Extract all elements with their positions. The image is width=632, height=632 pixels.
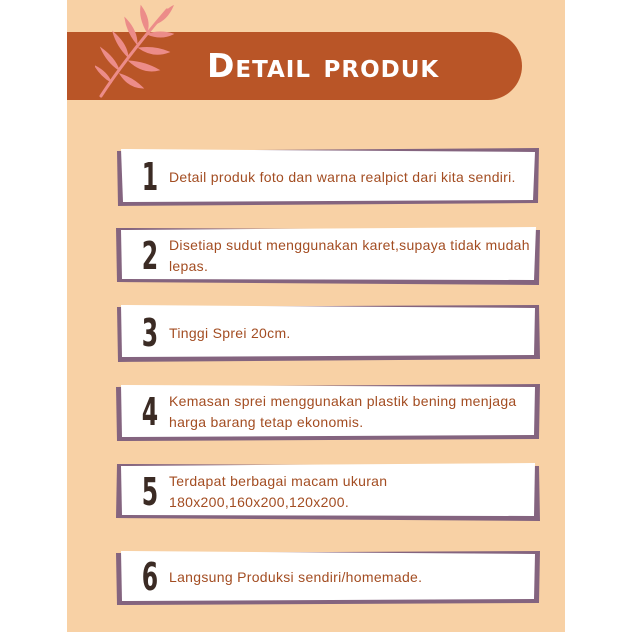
item-number: 3 [141,311,159,355]
list-item [113,302,543,364]
item-number: 1 [141,155,159,199]
list-item [113,381,543,443]
item-text: Terdapat berbagai macam ukuran 180x200,160x200,120x200. [169,473,388,510]
poster [67,0,565,632]
list-item [113,224,543,288]
list-item [113,548,543,606]
leaf-icon [95,4,175,99]
item-text: Disetiap sudut menggunakan karet,supaya tidak mudah lepas. [169,237,530,274]
item-text: Tinggi Sprei 20cm. [169,324,291,341]
list-item [113,460,543,524]
item-number: 5 [141,470,159,514]
list-item [113,145,543,209]
item-text: Detail produk foto dan warna realpict dari kita sendiri. [169,168,516,185]
page-title: Detail produk [207,46,440,85]
item-text: Langsung Produksi sendiri/homemade. [169,568,423,585]
item-number: 6 [141,555,159,599]
item-number: 2 [141,234,159,278]
item-text: Kemasan sprei menggunakan plastik bening menjaga harga barang tetap ekonomis. [169,393,517,430]
item-number: 4 [141,390,159,434]
